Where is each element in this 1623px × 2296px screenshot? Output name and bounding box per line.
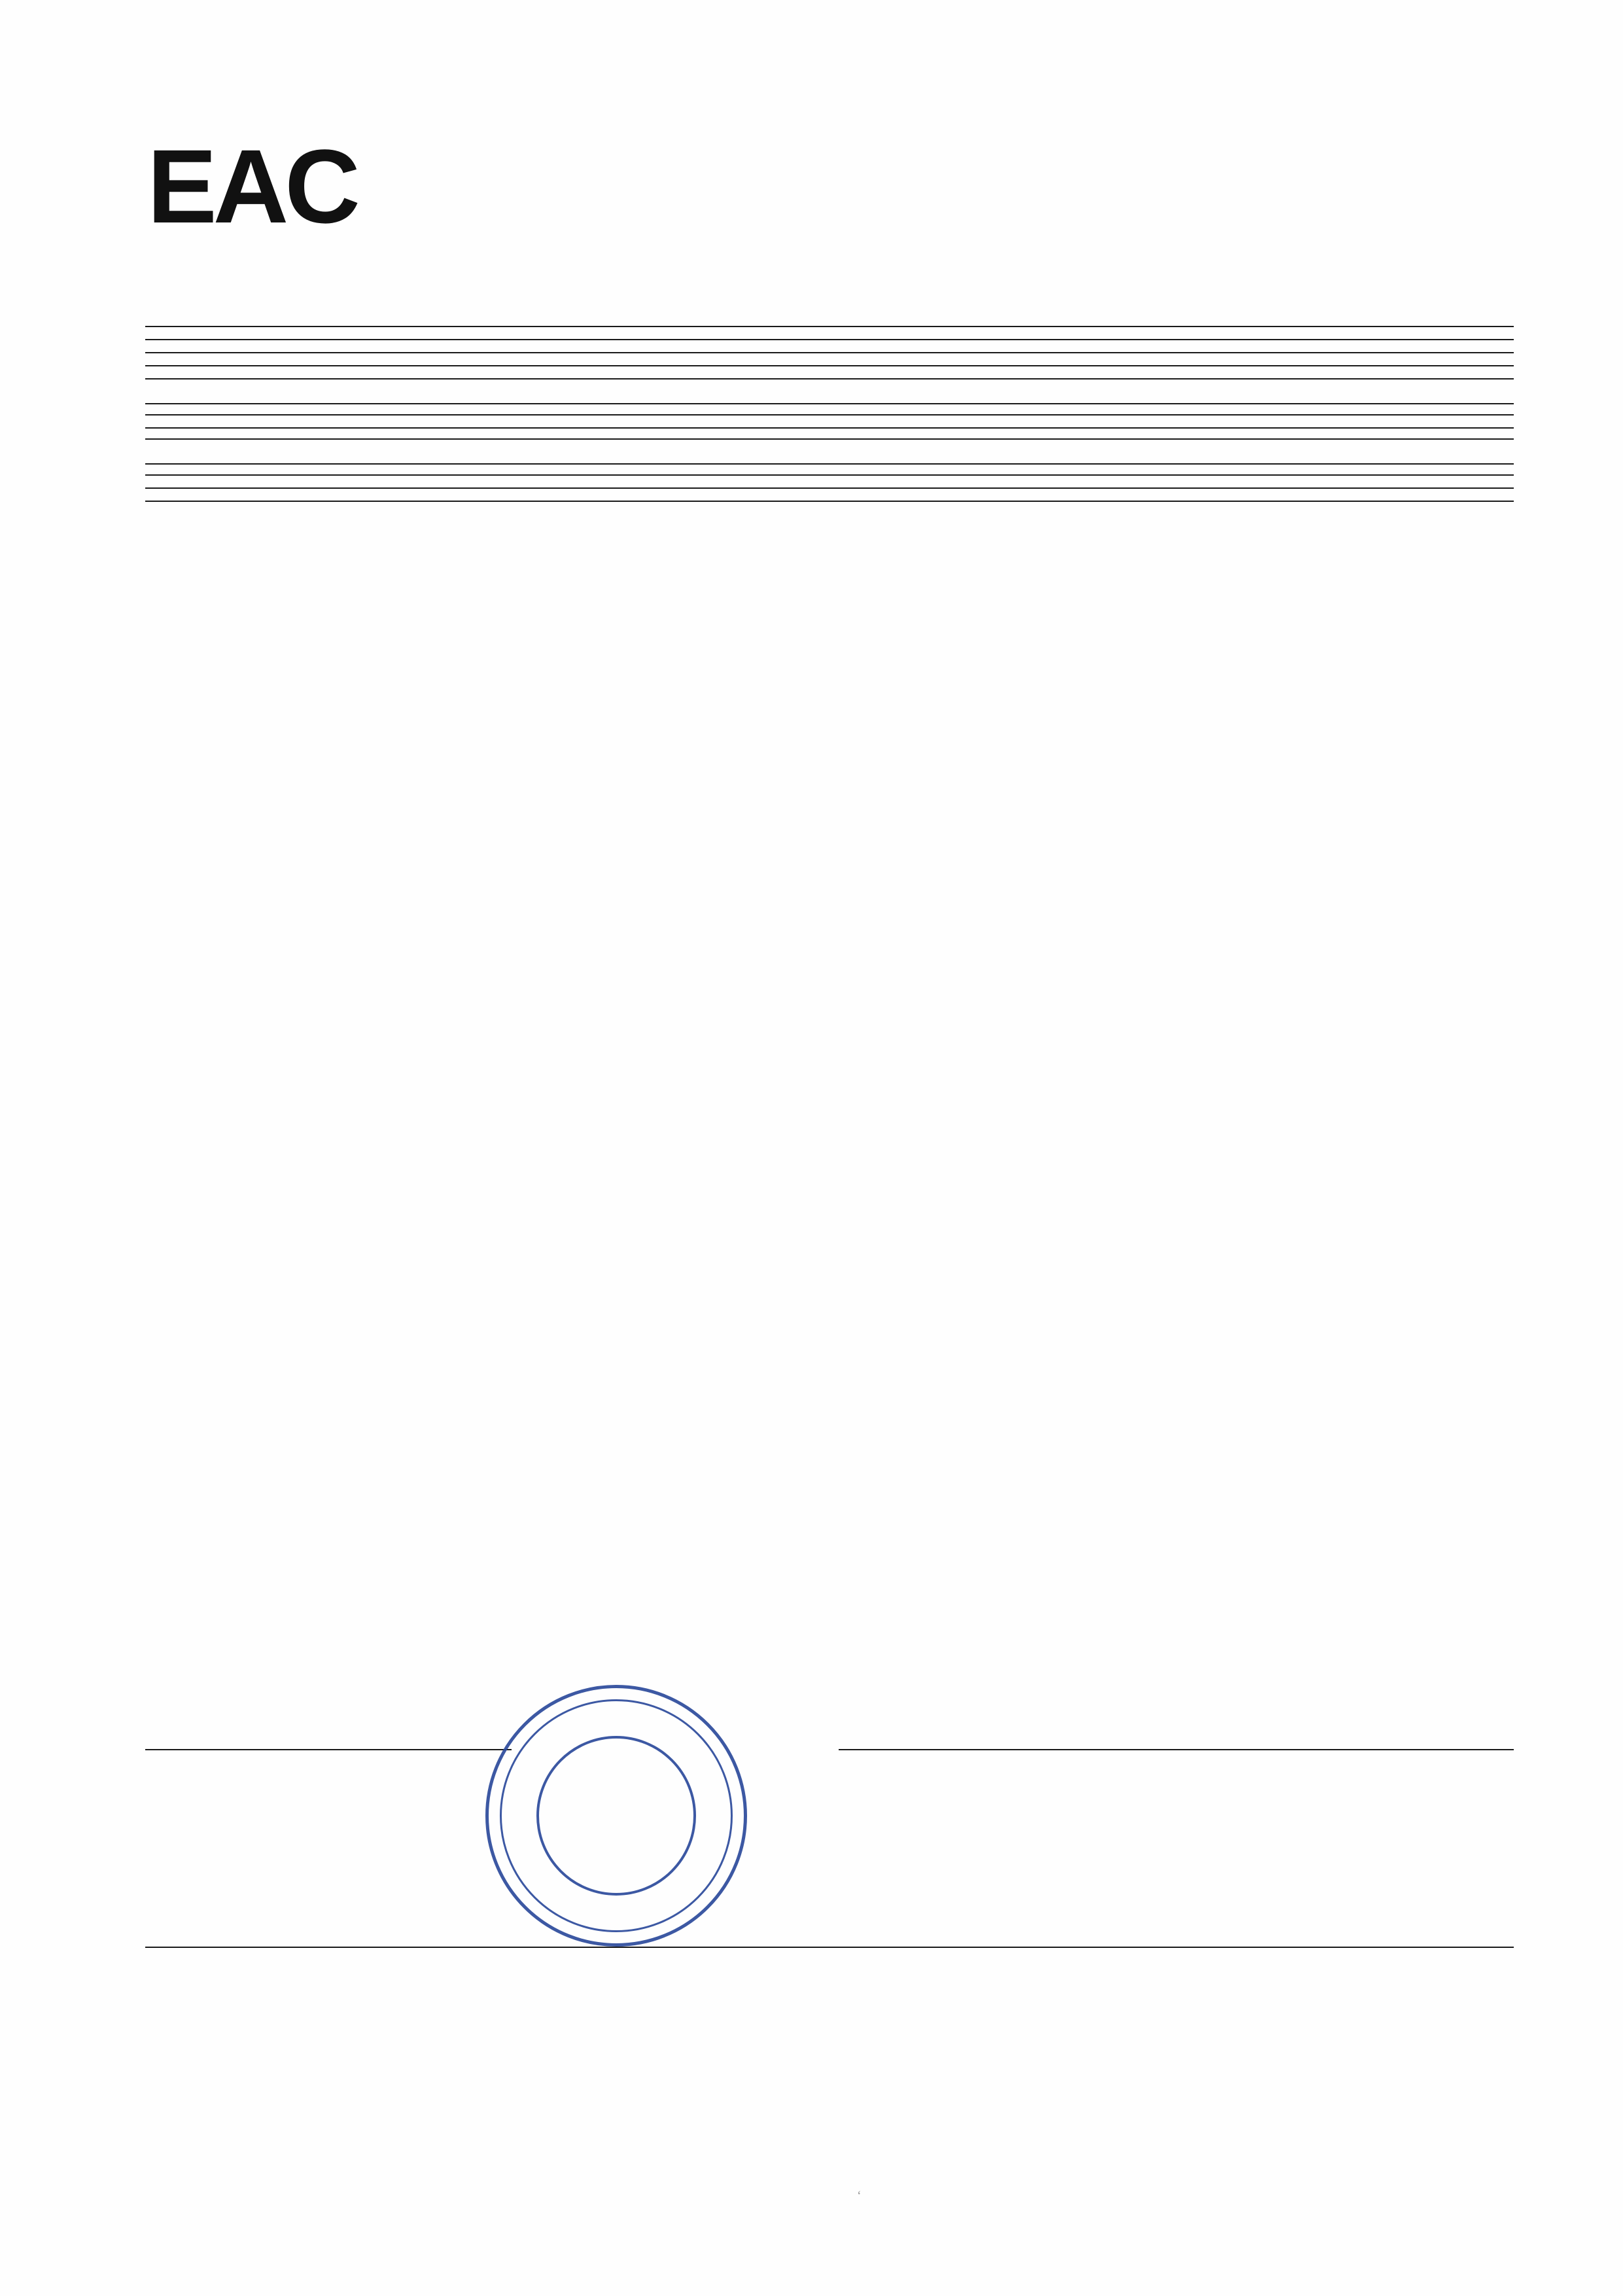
document-body	[145, 314, 1514, 502]
stamp-inner-ring	[536, 1736, 696, 1896]
stamp-center-text	[541, 1776, 691, 1782]
stamp-outer-ring	[485, 1685, 747, 1947]
directives-block	[145, 380, 1514, 391]
document-header	[147, 128, 1505, 245]
customs-code-block	[145, 391, 1514, 404]
basis-text-block	[145, 440, 1514, 451]
additional-info-text	[145, 476, 1514, 489]
declares-block	[145, 353, 1514, 366]
company-round-stamp	[485, 1685, 747, 1947]
basis-heading	[145, 429, 1514, 440]
scheme-block	[145, 451, 1514, 465]
signature-rule	[145, 1749, 512, 1750]
address-block	[145, 327, 1514, 340]
declarant-block	[145, 314, 1514, 327]
stamp-arc-top-text	[485, 1685, 747, 1947]
document-footer	[145, 1947, 1514, 1974]
manufacturer-block	[145, 366, 1514, 380]
stamp-arc-bottom-text	[485, 1685, 747, 1947]
stamp-middle-ring	[500, 1699, 733, 1932]
conforms-heading	[145, 404, 1514, 415]
represented-by-block	[145, 340, 1514, 353]
signature-area	[145, 1672, 1514, 1953]
additional-info-heading	[145, 465, 1514, 476]
eac-conformity-mark-icon: ЕАC	[147, 128, 357, 245]
footer-divider	[145, 1947, 1514, 1948]
conforms-text-block	[145, 415, 1514, 429]
fio-rule	[839, 1749, 1514, 1750]
validity-block	[145, 489, 1514, 502]
scan-artifact-mark: ʻ	[857, 2189, 862, 2203]
